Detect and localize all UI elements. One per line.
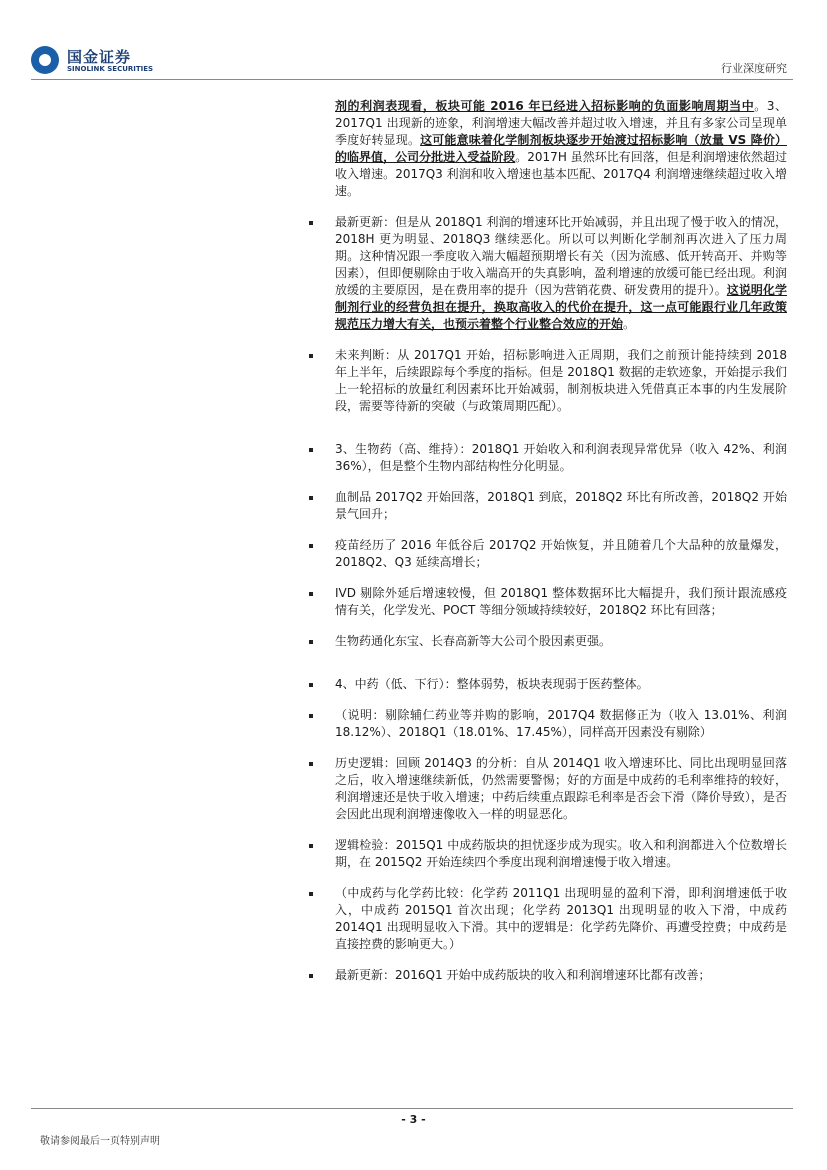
text-segment: （中成药与化学药比较：化学药 2011Q1 出现明显的盈利下滑，即利润增速低于收入，中成药 2015Q1 首次出现；化学药 2013Q1 出现明显的收入下滑，中成药 2014Q1 出现明显收入下滑。其中的逻辑是：化学药先降价、再遭受控费；中成药是直接控费的影响更大。）: [335, 886, 787, 951]
company-logo: [31, 44, 161, 78]
paragraph: [335, 98, 787, 200]
bullet-paragraph: [335, 585, 787, 619]
text-segment: 所以可以判断化学制剂再次进入了压力周期。: [335, 232, 787, 263]
logo-mark-icon: [31, 46, 59, 74]
footer-disclaimer: 敬请参阅最后一页特别声明: [40, 1136, 160, 1147]
bullet-paragraph: [335, 885, 787, 953]
text-segment: 生物药通化东宝、长春高新等大公司个股因素更强。: [335, 634, 612, 648]
text-segment: 。2017H 虽然环比有回落，但是利润增速依然超过收入增速。2017Q3 利润和收入增速也基本匹配、2017Q4 利润增速继续超过收入增速。: [335, 150, 787, 198]
bullet-paragraph: [335, 489, 787, 523]
bullet-paragraph: [335, 755, 787, 823]
text-segment: ：2018Q1 开始收入和利润表现异常优异（收入 42%、利润 36%），但是整个生物内部结构性分化明显。: [335, 442, 787, 473]
text-segment: 逻辑检验: [335, 838, 384, 852]
bullet-paragraph: [335, 676, 787, 693]
text-segment: 未来判断: [335, 348, 385, 362]
bullet-paragraph: [335, 347, 787, 415]
text-segment: ：从 2017Q1 开始，招标影响进入正周期，我们之前预计能持续到 2018 年上半年，后续跟踪每个季度的指标。但是 2018Q1 数据的走软迹象，开始提示我们: [335, 348, 787, 379]
bullet-paragraph: [335, 707, 787, 741]
text-segment: 2018Q2 开始景气回升: [335, 490, 787, 521]
header-divider: [31, 79, 793, 80]
footer-divider: [31, 1108, 793, 1109]
logo-name-cn: 国金证券: [67, 48, 132, 66]
text-segment: ：2016Q1 开始中成药版块的收入和利润增速环比都有改善；: [383, 968, 711, 982]
bullet-paragraph: [335, 441, 787, 475]
page-number: - 3 -: [401, 1113, 426, 1126]
text-segment: 这可能意味着化学制剂板块逐步开始渡过招标影响（放量 VS 降价）的临界值，公司分批进入受益阶段: [335, 133, 787, 164]
text-segment: IVD 剔除外延后增速较慢，但 2018Q1 整体数据环比大幅提升，我们预计跟流感疫情有关，化学发光、POCT 等细分领域持续较好，2018Q2 环比有回落；: [335, 586, 787, 617]
logo-name-en: SINOLINK SECURITIES: [67, 65, 154, 73]
text-segment: 剂的利润表现看，板块可能 2016 年已经进入招标影响的负面影响周期当中: [335, 99, 755, 113]
bullet-paragraph: [335, 214, 787, 333]
text-segment: ；: [383, 507, 396, 521]
text-segment: 4、中药（低、下行）: [335, 677, 445, 691]
bullet-paragraph: [335, 837, 787, 871]
text-segment: 这种情况跟一季度收入端大幅超预期增长有关（因为流感、低开转高开、并购等因素），但即便剔除由于收入端高开的失真影响，盈利增速的放缓可能已经出现。利润放缓的主要原因，是在费用率的提升（因为营销花费、研发费用的提升）。: [335, 249, 787, 297]
report-body: [335, 98, 787, 998]
bullet-paragraph: [335, 633, 787, 650]
text-segment: 上一轮招标的放量红利因素环比开始减弱，制剂板块进入凭借真正本事的内生发展阶段，需要等待新的突破（与政策周期匹配）。: [335, 382, 787, 413]
text-segment: 疫苗经历了 2016 年低谷后 2017Q2 开始恢复，并且随着几个大品种的放量爆发，2018Q2、Q3 延续高增长；: [335, 538, 787, 569]
text-segment: （说明：剔除辅仁药业等并购的影响，2017Q4 数据修正为（收入 13.01%、利润 18.12%）、2018Q1（18.01%、17.45%），同样高开因素没有剔除）: [335, 708, 787, 739]
text-segment: 血制品 2017Q2 开始回落，2018Q1 到底，2018Q2 环比有所改善，: [335, 490, 712, 504]
text-segment: 历史逻辑: [335, 756, 384, 770]
bullet-paragraph: [335, 537, 787, 571]
report-type-label: 行业深度研究: [721, 62, 787, 75]
text-segment: ：2015Q1 中成药版块的担忧逐步成为现实。收入和利润都进入个位数增长期，在 2015Q2 开始连续四个季度出现利润增速慢于收入增速。: [335, 838, 787, 869]
page-header: [0, 0, 827, 80]
text-segment: ：但是从 2018Q1 利润的增速环比开始减弱，并且出现了慢于收入的情况，2018H 更为明显、2018Q3 继续恶化。: [335, 215, 787, 246]
text-segment: 最新更新: [335, 968, 384, 982]
text-segment: 最新更新: [335, 215, 384, 229]
text-segment: 。: [623, 317, 636, 331]
bullet-paragraph: [335, 967, 787, 984]
text-segment: 这说明化学制剂行业的经营负担在提升，换取高收入的代价在提升，这一点可能跟行业几年政策规范压力增大有关，也预示着整个行业整合效应的开始: [335, 283, 787, 331]
text-segment: 3、生物药（高、维持）: [335, 442, 460, 456]
text-segment: 。3、2017Q1 出现新的迹象，利润增速大幅改善并超过收入增速，并且有多家公司呈现单季度好转显现。: [335, 99, 787, 147]
text-segment: ：回顾 2014Q3 的分析：自从 2014Q1 收入增速环比、同比出现明显回落之后，收入增速继续新低，仍然需要警惕；好的方面是中成药的毛利率维持的较好，利润增速还是快于收入增速；中药后续重点跟踪毛利率是否会下滑（降价导致），是否会因此出现利润增速像收入一样的明显恶化。: [335, 756, 787, 821]
text-segment: ：整体弱势，板块表现弱于医药整体。: [444, 677, 649, 691]
